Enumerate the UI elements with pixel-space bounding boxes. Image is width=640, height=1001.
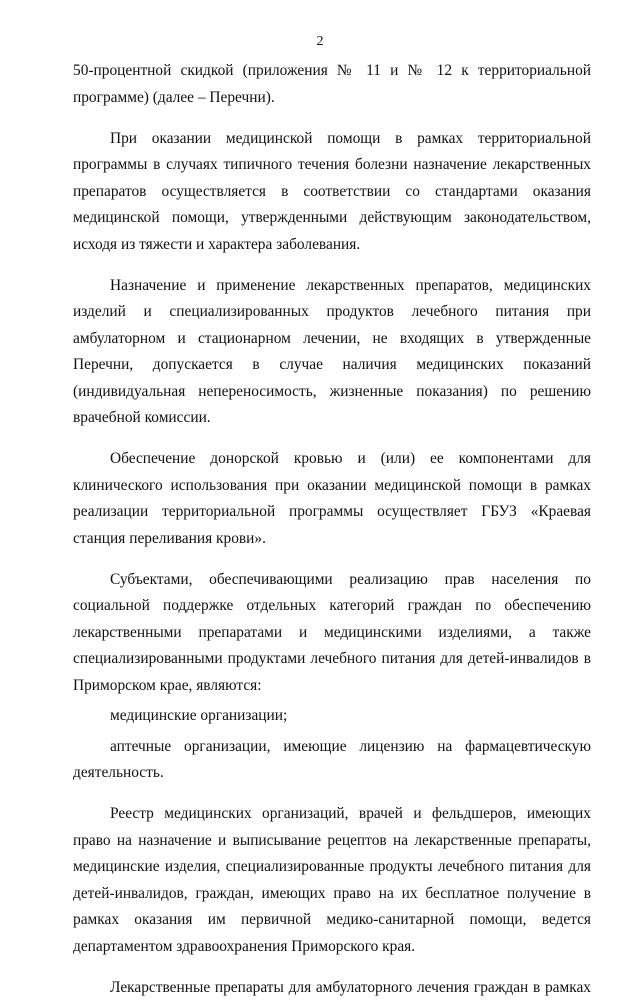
- list-item-medical-organizations: медицинские организации;: [73, 703, 591, 730]
- paragraph-continuation: 50-процентной скидкой (приложения № 11 и № 12 к территориальной программе) (далее – Перечни).: [73, 58, 591, 111]
- paragraph-outpatient-drugs: Лекарственные препараты для амбулаторного лечения граждан в рамках: [73, 975, 591, 1001]
- paragraph-donor-blood: Обеспечение донорской кровью и (или) ее компонентами для клинического использования при оказании медицинской помощи в рамках реализации территориальной программы осуществляет ГБУЗ «Краевая станция переливания крови».: [73, 446, 591, 552]
- paragraph-drugs-outside-lists: Назначение и применение лекарственных препаратов, медицинских изделий и специализированных продуктов лечебного питания при амбулаторном и стационарном лечении, не входящих в утвержденные Перечни, допускается в случае наличия медицинских показаний (индивидуальная непереносимость, жизненные показания) по решению врачебной комиссии.: [73, 273, 591, 432]
- page-number: 2: [0, 34, 640, 50]
- list-item-pharmacy-organizations: аптечные организации, имеющие лицензию на фармацевтическую деятельность.: [73, 734, 591, 787]
- paragraph-registry: Реестр медицинских организаций, врачей и фельдшеров, имеющих право на назначение и выписывание рецептов на лекарственные препараты, медицинские изделия, специализированные продукты лечебного питания для детей-инвалидов, граждан, имеющих право на их бесплатное получение в рамках оказания им первичной медико-санитарной помощи, ведется департаментом здравоохранения Приморского края.: [73, 801, 591, 960]
- paragraph-drug-prescription-standards: При оказании медицинской помощи в рамках территориальной программы в случаях типичного течения болезни назначение лекарственных препаратов осуществляется в соответствии со стандартами оказания медицинской помощи, утвержденными действующим законодательством, исходя из тяжести и характера заболевания.: [73, 126, 591, 259]
- document-body: [73, 58, 591, 1001]
- paragraph-subjects: Субъектами, обеспечивающими реализацию прав населения по социальной поддержке отдельных категорий граждан по обеспечению лекарственными препаратами и медицинскими изделиями, а также специализированными продуктами лечебного питания для детей-инвалидов в Приморском крае, являются:: [73, 567, 591, 700]
